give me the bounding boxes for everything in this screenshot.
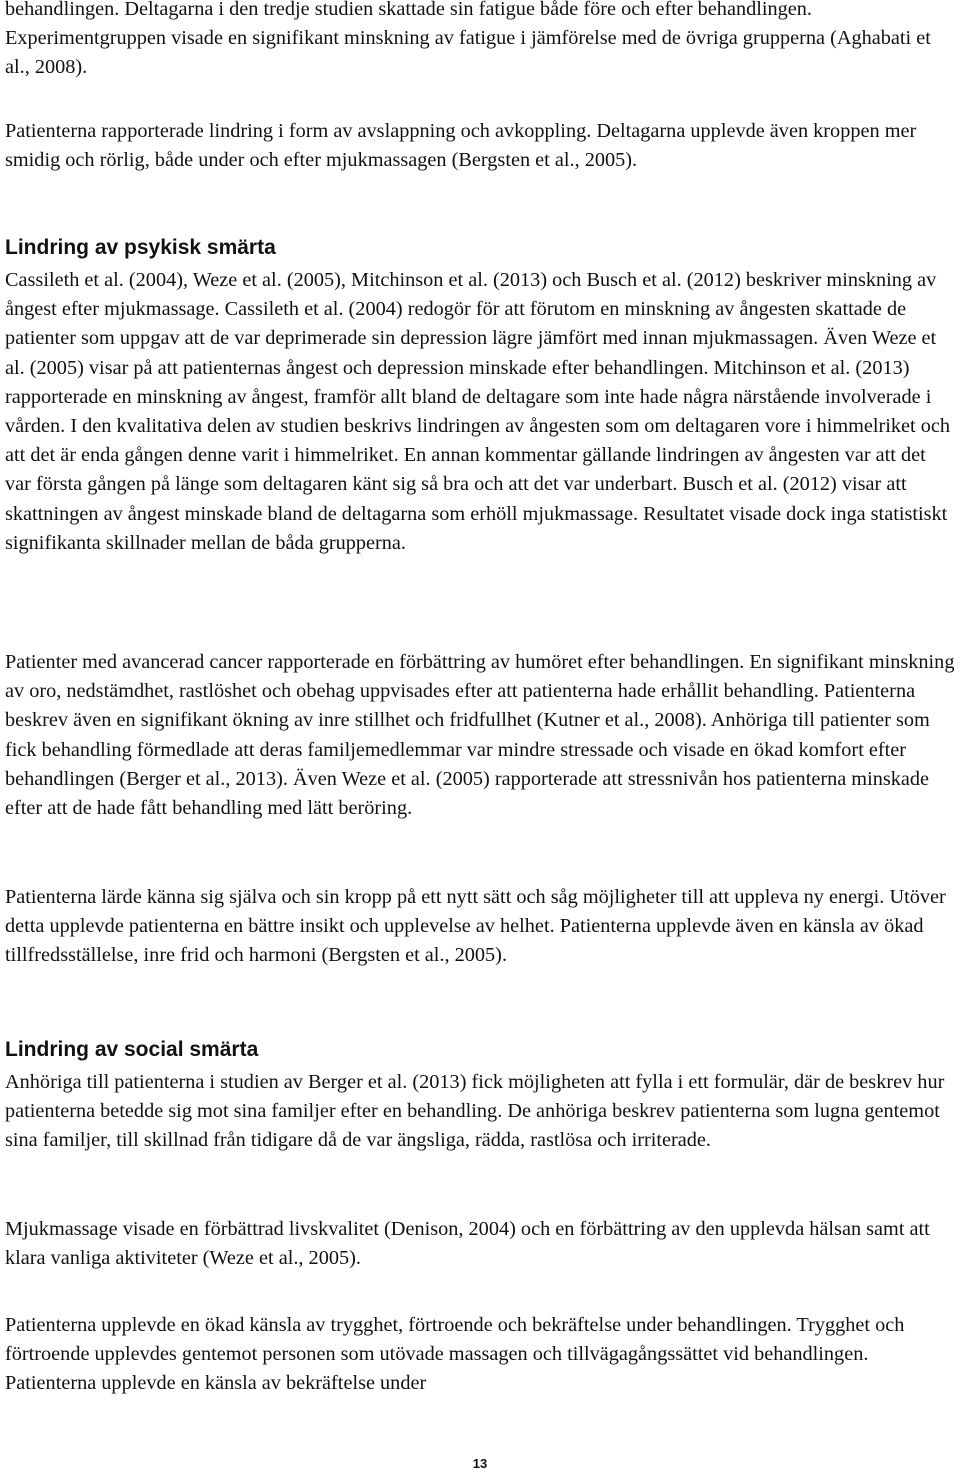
page-number: 13 xyxy=(472,1456,488,1471)
paragraph-anxiety: Cassileth et al. (2004), Weze et al. (2005), Mitchinson et al. (2013) och Busch et al. (2012) beskriver minskning av ångest efter mjukmassage. Cassileth et al. (2004) redogör för att förutom en minskning av ångesten skattade de patienter som uppgav att de var deprimerade sin depression lägre jämfört med innan mjukmassagen. Även Weze et al. (2005) visar på att patienternas ångest och depression minskade efter behandlingen. Mitchinson et al. (2013) rapporterade en minskning av ångest, framför allt bland de deltagare som inte hade några närstående involverade i vården. I den kvalitativa delen av studien beskrivs lindringen av ångesten som om deltagaren vore i himmelriket och att det är enda gången denne varit i himmelriket. En annan kommentar gällande lindringen av ångesten var att det var första gången på länge som deltagaren känt sig så bra och att det var underbart. Busch et al. (2012) visar att skattningen av ångest minskade bland de deltagarna som erhöll mjukmassage. Resultatet visade dock inga statistiskt signifikanta skillnader mellan de båda grupperna. xyxy=(5,269,951,554)
paragraph-relaxation: Patienterna rapporterade lindring i form av avslappning och avkoppling. Deltagarna upplevde även kroppen mer smidig och rörlig, både under och efter mjukmassagen (Bergsten et al., 2005). xyxy=(5,120,917,172)
paragraph-energy: Patienterna lärde känna sig själva och sin kropp på ett nytt sätt och såg möjligheter till att uppleva ny energi. Utöver detta upplevde patienterna en bättre insikt och upplevelse av helhet. Patienterna upplevde även en känsla av ökad tillfredsställelse, inre frid och harmoni (Bergsten et al., 2005). xyxy=(5,886,946,967)
paragraph-fatigue-continued: behandlingen. Deltagarna i den tredje studien skattade sin fatigue både före och efter behandlingen. Experimentgruppen visade en signifikant minskning av fatigue i jämförelse med de övriga grupperna (Aghabati et al., 2008). xyxy=(5,0,931,79)
heading-psychological-pain: Lindring av psykisk smärta xyxy=(5,236,276,259)
paragraph-mood: Patienter med avancerad cancer rapporterade en förbättring av humöret efter behandlingen. En signifikant minskning av oro, nedstämdhet, rastlöshet och obehag uppvisades efter att patienterna hade erhållit behandling. Patienterna beskrev även en signifikant ökning av inre stillhet och fridfullhet (Kutner et al., 2008). Anhöriga till patienter som fick behandling förmedlade att deras familjemedlemmar var mindre stressade och visade en ökad komfort efter behandlingen (Berger et al., 2013). Även Weze et al. (2005) rapporterade att stressnivån hos patienterna minskade efter att de hade fått behandling med lätt beröring. xyxy=(5,651,955,820)
paragraph-relatives: Anhöriga till patienterna i studien av Berger et al. (2013) fick möjligheten att fylla i ett formulär, där de beskrev hur patienterna betedde sig mot sina familjer efter en behandling. De anhöriga beskrev patienterna som lugna gentemot sina familjer, till skillnad från tidigare då de var ängsliga, rädda, rastlösa och irriterade. xyxy=(5,1071,945,1152)
paragraph-quality-of-life: Mjukmassage visade en förbättrad livskvalitet (Denison, 2004) och en förbättring av den upplevda hälsan samt att klara vanliga aktiviteter (Weze et al., 2005). xyxy=(5,1218,930,1270)
paragraph-trust: Patienterna upplevde en ökad känsla av trygghet, förtroende och bekräftelse under behandlingen. Trygghet och förtroende upplevdes gentemot personen som utövade massagen och tillvägagångssättet vid behandlingen. Patienterna upplevde en känsla av bekräftelse under xyxy=(5,1314,905,1395)
heading-social-pain: Lindring av social smärta xyxy=(5,1038,259,1061)
